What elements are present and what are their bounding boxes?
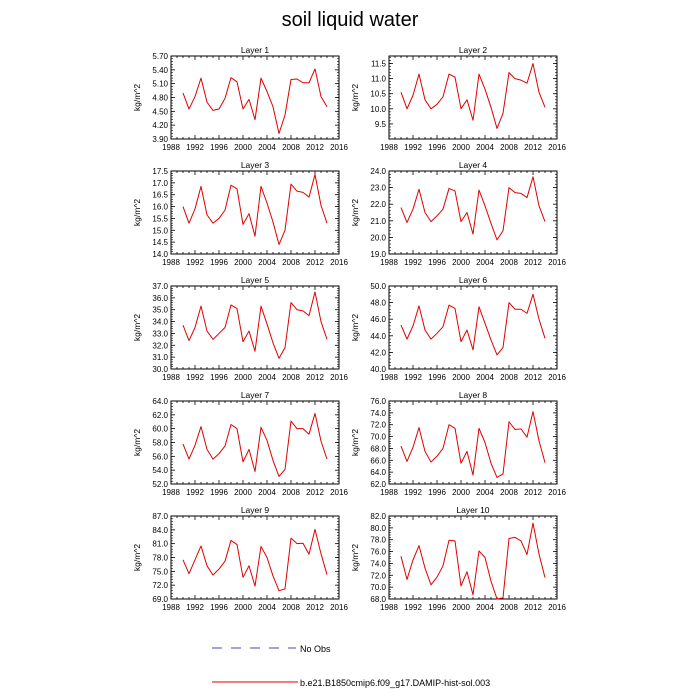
y-axis-label: kg/m^2: [132, 428, 142, 457]
y-axis-label: kg/m^2: [350, 313, 360, 342]
y-tick-label: 70.0: [370, 583, 386, 593]
x-tick-label: 2000: [234, 373, 252, 382]
y-tick-label: 84.0: [152, 525, 168, 535]
legend-label-model: b.e21.B1850cmip6.f09_g17.DAMIP-hist-sol.003: [300, 678, 491, 688]
y-tick-label: 9.5: [374, 119, 386, 129]
y-tick-label: 14.0: [152, 250, 168, 259]
y-tick-label: 64.0: [152, 397, 168, 406]
y-tick-label: 70.0: [370, 432, 386, 442]
y-tick-label: 31.0: [152, 353, 168, 363]
x-tick-label: 1992: [404, 143, 422, 152]
y-tick-label: 5.10: [152, 79, 168, 89]
y-tick-label: 37.0: [152, 282, 168, 291]
x-tick-label: 2016: [548, 603, 566, 612]
x-tick-label: 2008: [500, 258, 518, 267]
y-axis-label: kg/m^2: [350, 83, 360, 112]
x-tick-label: 2000: [452, 143, 470, 152]
y-tick-label: 30.0: [152, 365, 168, 374]
x-tick-label: 1988: [162, 603, 180, 612]
x-tick-label: 1992: [186, 143, 204, 152]
x-tick-label: 1992: [404, 373, 422, 382]
y-tick-label: 5.40: [152, 65, 168, 75]
y-axis-label: kg/m^2: [132, 313, 142, 342]
x-tick-label: 1996: [428, 143, 446, 152]
x-tick-label: 1996: [428, 603, 446, 612]
y-tick-label: 24.0: [370, 167, 386, 176]
x-tick-label: 1988: [162, 488, 180, 497]
y-tick-label: 87.0: [152, 512, 168, 521]
y-tick-label: 74.0: [370, 408, 386, 418]
layer-panel-3: [132, 160, 348, 267]
y-tick-label: 4.50: [152, 107, 168, 117]
y-axis-label: kg/m^2: [350, 198, 360, 227]
panel-title: Layer 9: [240, 505, 270, 515]
x-tick-label: 1988: [380, 143, 398, 152]
x-tick-label: 2012: [306, 488, 324, 497]
series-line: [183, 69, 327, 134]
legend-item-model: [0, 674, 700, 690]
layer-panel-7: [132, 390, 348, 497]
y-tick-label: 19.0: [370, 250, 386, 259]
x-tick-label: 2016: [548, 258, 566, 267]
y-tick-label: 16.5: [152, 190, 168, 200]
x-tick-label: 1996: [210, 488, 228, 497]
x-tick-label: 2000: [234, 143, 252, 152]
y-tick-label: 44.0: [370, 331, 386, 341]
y-tick-label: 20.0: [370, 233, 386, 243]
y-tick-label: 46.0: [370, 315, 386, 325]
x-tick-label: 2004: [476, 143, 494, 152]
panel-title: Layer 2: [458, 45, 488, 55]
x-tick-label: 2004: [258, 143, 276, 152]
y-tick-label: 35.0: [152, 305, 168, 315]
legend-label-obs: No Obs: [300, 644, 331, 654]
series-line: [401, 294, 545, 355]
y-tick-label: 58.0: [152, 438, 168, 448]
x-tick-label: 1996: [210, 603, 228, 612]
series-line: [401, 177, 545, 240]
legend-item-obs: [0, 640, 700, 656]
y-tick-label: 68.0: [370, 595, 386, 604]
panel-title: Layer 1: [240, 45, 270, 55]
x-tick-label: 2008: [282, 373, 300, 382]
y-tick-label: 17.5: [152, 167, 168, 176]
x-tick-label: 1988: [162, 373, 180, 382]
x-tick-label: 2012: [306, 143, 324, 152]
y-tick-label: 4.20: [152, 121, 168, 131]
y-tick-label: 32.0: [152, 341, 168, 351]
y-tick-label: 68.0: [370, 444, 386, 454]
x-tick-label: 2008: [282, 488, 300, 497]
y-tick-label: 76.0: [370, 397, 386, 406]
y-axis-label: kg/m^2: [350, 543, 360, 572]
x-tick-label: 2008: [282, 143, 300, 152]
x-tick-label: 2016: [330, 488, 348, 497]
y-tick-label: 62.0: [152, 410, 168, 420]
x-tick-label: 2016: [548, 373, 566, 382]
y-tick-label: 54.0: [152, 466, 168, 476]
layer-panel-4: [350, 160, 566, 267]
layer-panel-9: [132, 505, 348, 612]
page-title: soil liquid water: [281, 9, 419, 31]
x-tick-label: 2016: [330, 258, 348, 267]
y-tick-label: 72.0: [370, 420, 386, 430]
y-tick-label: 50.0: [370, 282, 386, 291]
y-tick-label: 48.0: [370, 298, 386, 308]
x-tick-label: 2004: [476, 373, 494, 382]
x-tick-label: 1996: [428, 488, 446, 497]
y-tick-label: 42.0: [370, 348, 386, 358]
y-tick-label: 72.0: [152, 581, 168, 591]
y-tick-label: 81.0: [152, 539, 168, 549]
x-tick-label: 2000: [234, 258, 252, 267]
plot-frame: [171, 56, 339, 139]
x-tick-label: 1992: [404, 603, 422, 612]
x-tick-label: 2000: [452, 373, 470, 382]
x-tick-label: 2000: [452, 603, 470, 612]
x-tick-label: 1996: [210, 143, 228, 152]
layer-panel-1: [132, 45, 348, 152]
y-tick-label: 17.0: [152, 178, 168, 188]
plot-frame: [389, 171, 557, 254]
y-tick-label: 36.0: [152, 293, 168, 303]
x-tick-label: 1992: [186, 373, 204, 382]
y-tick-label: 3.90: [152, 135, 168, 144]
y-tick-label: 5.70: [152, 52, 168, 61]
y-tick-label: 75.0: [152, 567, 168, 577]
layer-panel-2: [350, 45, 566, 152]
x-tick-label: 2016: [330, 603, 348, 612]
x-tick-label: 2012: [524, 603, 542, 612]
x-tick-label: 2016: [330, 373, 348, 382]
series-line: [401, 64, 545, 129]
x-tick-label: 1996: [210, 258, 228, 267]
x-tick-label: 2008: [282, 258, 300, 267]
y-tick-label: 15.5: [152, 214, 168, 224]
x-tick-label: 1992: [404, 258, 422, 267]
y-tick-label: 21.0: [370, 216, 386, 226]
x-tick-label: 1992: [186, 258, 204, 267]
series-line: [401, 523, 545, 599]
x-tick-label: 2004: [258, 258, 276, 267]
x-tick-label: 1992: [186, 603, 204, 612]
y-tick-label: 22.0: [370, 200, 386, 210]
x-tick-label: 1988: [162, 143, 180, 152]
x-tick-label: 1996: [428, 373, 446, 382]
series-line: [183, 413, 327, 476]
y-tick-label: 15.0: [152, 226, 168, 236]
x-tick-label: 2000: [452, 488, 470, 497]
y-axis-label: kg/m^2: [132, 543, 142, 572]
x-tick-label: 2004: [476, 603, 494, 612]
series-line: [183, 175, 327, 245]
y-tick-label: 64.0: [370, 468, 386, 478]
y-tick-label: 16.0: [152, 202, 168, 212]
y-axis-label: kg/m^2: [132, 83, 142, 112]
y-axis-label: kg/m^2: [350, 428, 360, 457]
x-tick-label: 2008: [500, 488, 518, 497]
y-tick-label: 40.0: [370, 365, 386, 374]
panel-title: Layer 8: [458, 390, 488, 400]
layer-panel-6: [350, 275, 566, 382]
x-tick-label: 2012: [306, 258, 324, 267]
y-tick-label: 69.0: [152, 595, 168, 604]
x-tick-label: 1996: [210, 373, 228, 382]
x-tick-label: 2012: [524, 143, 542, 152]
y-tick-label: 4.80: [152, 93, 168, 103]
legend-swatch-obs: [210, 640, 300, 656]
panel-title: Layer 5: [240, 275, 270, 285]
x-tick-label: 2004: [476, 488, 494, 497]
y-tick-label: 11.0: [371, 74, 386, 84]
x-tick-label: 2008: [500, 373, 518, 382]
layer-panel-8: [350, 390, 566, 497]
x-tick-label: 2000: [234, 488, 252, 497]
x-tick-label: 1996: [428, 258, 446, 267]
panel-title: Layer 7: [240, 390, 270, 400]
panel-title: Layer 6: [458, 275, 488, 285]
y-tick-label: 10.5: [370, 89, 386, 99]
x-tick-label: 2012: [306, 373, 324, 382]
y-tick-label: 66.0: [370, 456, 386, 466]
y-tick-label: 78.0: [152, 553, 168, 563]
x-tick-label: 2016: [330, 143, 348, 152]
x-tick-label: 2008: [500, 143, 518, 152]
x-tick-label: 1988: [380, 373, 398, 382]
y-tick-label: 72.0: [370, 571, 386, 581]
x-tick-label: 2016: [548, 143, 566, 152]
x-tick-label: 2004: [258, 373, 276, 382]
legend-swatch-model: [210, 674, 300, 690]
y-tick-label: 74.0: [370, 559, 386, 569]
y-tick-label: 82.0: [370, 512, 386, 521]
y-tick-label: 76.0: [370, 547, 386, 557]
x-tick-label: 1992: [404, 488, 422, 497]
y-tick-label: 60.0: [152, 424, 168, 434]
plot-frame: [171, 171, 339, 254]
x-tick-label: 2016: [548, 488, 566, 497]
x-tick-label: 1988: [162, 258, 180, 267]
layer-panel-10: [350, 505, 566, 612]
y-tick-label: 34.0: [152, 317, 168, 327]
panel-title: Layer 4: [458, 160, 488, 170]
x-tick-label: 2004: [258, 488, 276, 497]
x-tick-label: 1988: [380, 488, 398, 497]
x-tick-label: 1988: [380, 603, 398, 612]
y-tick-label: 56.0: [152, 452, 168, 462]
x-tick-label: 2004: [476, 258, 494, 267]
x-tick-label: 1988: [380, 258, 398, 267]
y-tick-label: 11.5: [371, 59, 386, 69]
x-tick-label: 2000: [234, 603, 252, 612]
panel-title: Layer 10: [456, 505, 490, 515]
x-tick-label: 2012: [306, 603, 324, 612]
y-tick-label: 14.5: [152, 238, 168, 248]
x-tick-label: 2012: [524, 258, 542, 267]
y-axis-label: kg/m^2: [132, 198, 142, 227]
x-tick-label: 2000: [452, 258, 470, 267]
y-tick-label: 33.0: [152, 329, 168, 339]
y-tick-label: 62.0: [370, 480, 386, 489]
x-tick-label: 2012: [524, 488, 542, 497]
x-tick-label: 2008: [500, 603, 518, 612]
x-tick-label: 2008: [282, 603, 300, 612]
x-tick-label: 2012: [524, 373, 542, 382]
panel-title: Layer 3: [240, 160, 270, 170]
y-tick-label: 23.0: [370, 183, 386, 193]
y-tick-label: 80.0: [370, 523, 386, 533]
layer-panel-5: [132, 275, 348, 382]
series-line: [401, 412, 545, 478]
y-tick-label: 52.0: [152, 480, 168, 489]
series-line: [183, 529, 327, 590]
x-tick-label: 1992: [186, 488, 204, 497]
series-line: [183, 292, 327, 358]
x-tick-label: 2004: [258, 603, 276, 612]
y-tick-label: 10.0: [370, 104, 386, 114]
y-tick-label: 78.0: [370, 535, 386, 545]
